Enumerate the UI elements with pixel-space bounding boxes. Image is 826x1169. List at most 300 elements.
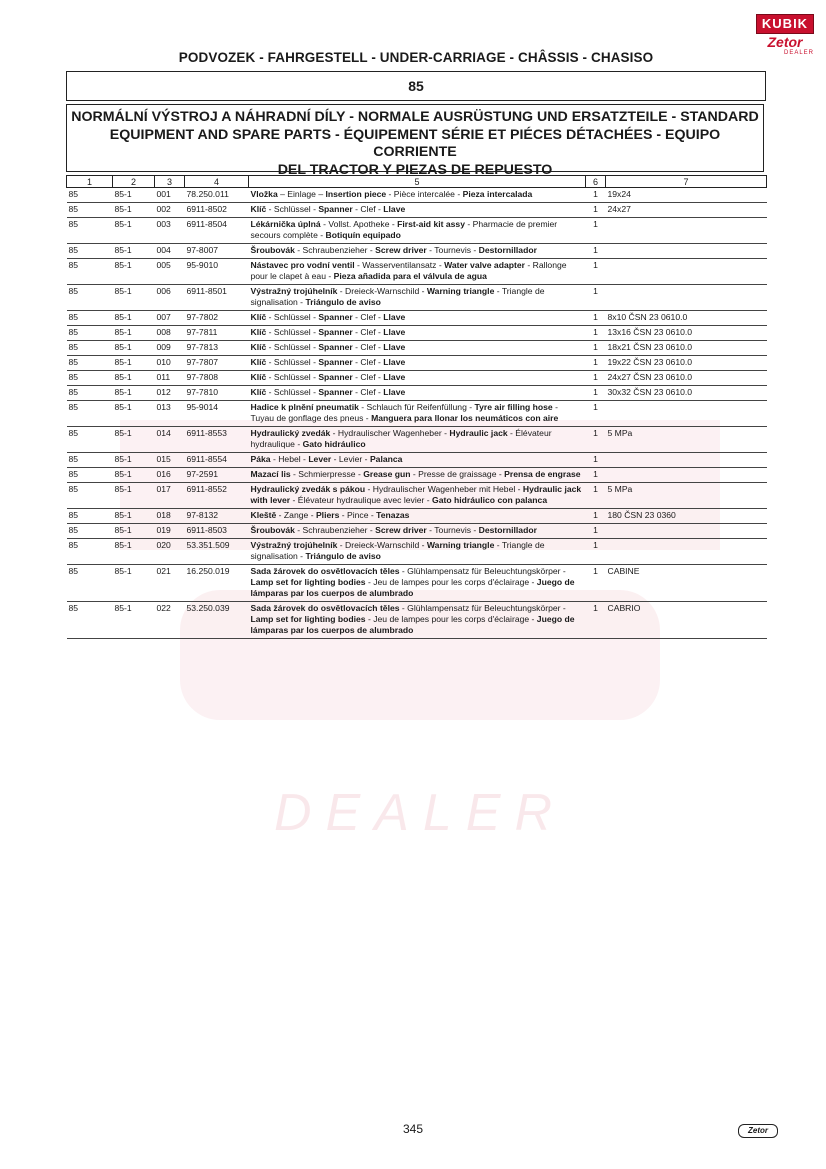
description-segment: - Triangle de signalisation - bbox=[250, 286, 545, 307]
description-segment: Llave bbox=[383, 387, 406, 397]
cell-group: 85 bbox=[67, 203, 113, 218]
section-number: 85 bbox=[66, 71, 766, 101]
cell-part-number: 6911-8504 bbox=[185, 218, 249, 244]
description-segment: - Glühlampensatz für Beleuchtungskörper - bbox=[399, 603, 566, 613]
cell-part-number: 97-7808 bbox=[185, 371, 249, 386]
cell-position: 005 bbox=[155, 259, 185, 285]
cell-note: 5 MPa bbox=[606, 483, 767, 509]
description-segment: Lékárnička úplná bbox=[250, 219, 321, 229]
description-segment: Hydraulic jack with lever bbox=[250, 484, 582, 505]
description-segment: Sada žárovek do osvětlovacích těles bbox=[250, 603, 400, 613]
description-segment: Triángulo de aviso bbox=[305, 551, 381, 561]
column-header: 7 bbox=[606, 176, 767, 188]
cell-quantity: 1 bbox=[586, 341, 606, 356]
description-segment: Hadice k plnění pneumatik bbox=[250, 402, 359, 412]
column-header: 6 bbox=[586, 176, 606, 188]
table-row bbox=[67, 427, 767, 453]
description-segment: Llave bbox=[383, 327, 406, 337]
description-segment: Triángulo de aviso bbox=[305, 297, 381, 307]
logo-dealer: DEALER bbox=[783, 50, 814, 56]
description-segment: Spanner bbox=[318, 327, 353, 337]
description-line: EQUIPMENT AND SPARE PARTS - ÉQUIPEMENT SÉRIE ET PIÉCES DÉTACHÉES - EQUIPO CORRIENTE bbox=[109, 126, 721, 160]
cell-figure: 85-1 bbox=[113, 453, 155, 468]
description-segment: - Hebel - bbox=[270, 454, 309, 464]
description-segment: Destornillador bbox=[478, 525, 537, 535]
parts-table bbox=[66, 175, 767, 639]
description-segment: - Clef - bbox=[352, 387, 384, 397]
table-row bbox=[67, 188, 767, 203]
table-row bbox=[67, 602, 767, 639]
column-header: 2 bbox=[113, 176, 155, 188]
description-segment: Mazací lis bbox=[250, 469, 291, 479]
description-segment: - Jeu de lampes pour les corps d'éclairage - bbox=[365, 577, 537, 587]
cell-quantity: 1 bbox=[586, 311, 606, 326]
cell-description bbox=[249, 203, 586, 218]
cell-position: 002 bbox=[155, 203, 185, 218]
cell-description bbox=[249, 468, 586, 483]
description-segment: Destornillador bbox=[478, 245, 537, 255]
table-row bbox=[67, 539, 767, 565]
cell-position: 015 bbox=[155, 453, 185, 468]
cell-figure: 85-1 bbox=[113, 371, 155, 386]
cell-quantity: 1 bbox=[586, 539, 606, 565]
description-segment: - Clef - bbox=[352, 327, 384, 337]
cell-group: 85 bbox=[67, 483, 113, 509]
description-segment: Water valve adapter bbox=[444, 260, 525, 270]
cell-position: 013 bbox=[155, 401, 185, 427]
logo-brand: KUBIK bbox=[756, 14, 814, 34]
cell-group: 85 bbox=[67, 539, 113, 565]
cell-note: 24x27 bbox=[606, 203, 767, 218]
cell-description bbox=[249, 453, 586, 468]
cell-group: 85 bbox=[67, 371, 113, 386]
description-segment: - Schmierpresse - bbox=[290, 469, 364, 479]
column-header: 4 bbox=[185, 176, 249, 188]
cell-position: 014 bbox=[155, 427, 185, 453]
description-segment: Llave bbox=[383, 312, 406, 322]
cell-position: 011 bbox=[155, 371, 185, 386]
table-row bbox=[67, 311, 767, 326]
description-segment: Lever bbox=[308, 454, 332, 464]
description-segment: Spanner bbox=[318, 387, 353, 397]
cell-note: 180 ČSN 23 0360 bbox=[606, 509, 767, 524]
cell-description bbox=[249, 427, 586, 453]
cell-group: 85 bbox=[67, 188, 113, 203]
cell-quantity: 1 bbox=[586, 509, 606, 524]
description-segment: - Tuyau de gonflage des pneus - bbox=[250, 402, 558, 423]
cell-position: 021 bbox=[155, 565, 185, 602]
description-segment: - Élévateur hydraulique avec levier - bbox=[290, 495, 433, 505]
cell-description bbox=[249, 311, 586, 326]
description-segment: - Schlüssel - bbox=[266, 327, 319, 337]
cell-figure: 85-1 bbox=[113, 565, 155, 602]
description-segment: - Schlüssel - bbox=[266, 204, 319, 214]
cell-group: 85 bbox=[67, 218, 113, 244]
description-segment: Klíč bbox=[250, 342, 267, 352]
cell-position: 010 bbox=[155, 356, 185, 371]
cell-group: 85 bbox=[67, 602, 113, 639]
cell-note: 30x32 ČSN 23 0610.0 bbox=[606, 386, 767, 401]
description-segment: - Triangle de signalisation - bbox=[250, 540, 545, 561]
description-segment: Juego de lámparas par los cuerpos de alumbrado bbox=[250, 614, 575, 635]
cell-quantity: 1 bbox=[586, 218, 606, 244]
description-segment: Palanca bbox=[369, 454, 403, 464]
column-header: 1 bbox=[67, 176, 113, 188]
cell-description bbox=[249, 565, 586, 602]
cell-part-number: 53.351.509 bbox=[185, 539, 249, 565]
description-segment: Pieza añadida para el válvula de agua bbox=[333, 271, 487, 281]
description-segment: - Tournevis - bbox=[426, 525, 479, 535]
cell-group: 85 bbox=[67, 468, 113, 483]
description-line: DEL TRACTOR Y PIEZAS DE REPUESTO bbox=[277, 161, 553, 178]
cell-quantity: 1 bbox=[586, 386, 606, 401]
description-segment: Nástavec pro vodní ventil bbox=[250, 260, 355, 270]
table-row bbox=[67, 468, 767, 483]
cell-figure: 85-1 bbox=[113, 341, 155, 356]
description-segment: Klíč bbox=[250, 387, 267, 397]
table-row bbox=[67, 259, 767, 285]
description-segment: Pieza intercalada bbox=[462, 189, 533, 199]
description-segment: Kleště bbox=[250, 510, 277, 520]
cell-group: 85 bbox=[67, 326, 113, 341]
description-segment: - Clef - bbox=[352, 312, 384, 322]
cell-figure: 85-1 bbox=[113, 326, 155, 341]
cell-figure: 85-1 bbox=[113, 602, 155, 639]
description-segment: - Schraubenzieher - bbox=[294, 245, 376, 255]
cell-figure: 85-1 bbox=[113, 468, 155, 483]
description-segment: Klíč bbox=[250, 327, 267, 337]
description-segment: Llave bbox=[383, 372, 406, 382]
table-row bbox=[67, 565, 767, 602]
cell-description bbox=[249, 341, 586, 356]
cell-description bbox=[249, 259, 586, 285]
description-segment: Tenazas bbox=[376, 510, 410, 520]
description-segment: Spanner bbox=[318, 204, 353, 214]
cell-part-number: 97-7802 bbox=[185, 311, 249, 326]
cell-part-number: 97-7810 bbox=[185, 386, 249, 401]
logo-sub: Zetor bbox=[767, 34, 803, 50]
cell-quantity: 1 bbox=[586, 259, 606, 285]
description-segment: - Pièce intercalée - bbox=[386, 189, 463, 199]
cell-part-number: 97-2591 bbox=[185, 468, 249, 483]
cell-figure: 85-1 bbox=[113, 218, 155, 244]
cell-part-number: 97-7811 bbox=[185, 326, 249, 341]
cell-note bbox=[606, 285, 767, 311]
description-segment: Lamp set for lighting bodies bbox=[250, 614, 366, 624]
description-segment: - Clef - bbox=[352, 204, 384, 214]
zetor-footer-logo: Zetor bbox=[738, 1124, 778, 1138]
page-number: 345 bbox=[402, 1122, 424, 1136]
table-row bbox=[67, 356, 767, 371]
cell-description bbox=[249, 483, 586, 509]
cell-note: 19x22 ČSN 23 0610.0 bbox=[606, 356, 767, 371]
cell-figure: 85-1 bbox=[113, 509, 155, 524]
description-segment: - Wasserventilansatz - bbox=[354, 260, 445, 270]
table-row bbox=[67, 401, 767, 427]
description-segment: - Clef - bbox=[352, 357, 384, 367]
cell-quantity: 1 bbox=[586, 356, 606, 371]
cell-quantity: 1 bbox=[586, 427, 606, 453]
description-segment: Hydraulic jack bbox=[449, 428, 508, 438]
table-row bbox=[67, 203, 767, 218]
cell-position: 018 bbox=[155, 509, 185, 524]
description-segment: Spanner bbox=[318, 342, 353, 352]
description-segment: - Schlüssel - bbox=[266, 312, 319, 322]
cell-figure: 85-1 bbox=[113, 203, 155, 218]
cell-note: 19x24 bbox=[606, 188, 767, 203]
cell-group: 85 bbox=[67, 356, 113, 371]
cell-description bbox=[249, 386, 586, 401]
cell-part-number: 95-9014 bbox=[185, 401, 249, 427]
cell-description bbox=[249, 371, 586, 386]
cell-figure: 85-1 bbox=[113, 386, 155, 401]
cell-position: 022 bbox=[155, 602, 185, 639]
cell-group: 85 bbox=[67, 311, 113, 326]
description-segment: Botiquín equipado bbox=[325, 230, 401, 240]
cell-quantity: 1 bbox=[586, 203, 606, 218]
cell-figure: 85-1 bbox=[113, 524, 155, 539]
column-header: 5 bbox=[249, 176, 586, 188]
cell-figure: 85-1 bbox=[113, 188, 155, 203]
cell-part-number: 6911-8554 bbox=[185, 453, 249, 468]
description-segment: Spanner bbox=[318, 357, 353, 367]
description-segment: - Pharmacie de premier secours complète - bbox=[250, 219, 558, 240]
description-segment: - Schlüssel - bbox=[266, 387, 319, 397]
description-segment: - Schlüssel - bbox=[266, 357, 319, 367]
cell-position: 016 bbox=[155, 468, 185, 483]
cell-position: 001 bbox=[155, 188, 185, 203]
watermark-text: DEALER bbox=[273, 784, 567, 840]
section-description bbox=[66, 104, 764, 178]
description-segment: Warning triangle bbox=[426, 540, 495, 550]
table-row bbox=[67, 453, 767, 468]
cell-position: 006 bbox=[155, 285, 185, 311]
cell-part-number: 53.250.039 bbox=[185, 602, 249, 639]
cell-description bbox=[249, 356, 586, 371]
cell-position: 017 bbox=[155, 483, 185, 509]
cell-quantity: 1 bbox=[586, 602, 606, 639]
description-segment: Klíč bbox=[250, 204, 267, 214]
description-segment: Llave bbox=[383, 357, 406, 367]
cell-description bbox=[249, 602, 586, 639]
description-segment: - Vollst. Apotheke - bbox=[320, 219, 398, 229]
description-segment: Warning triangle bbox=[426, 286, 495, 296]
table-header-row bbox=[67, 176, 767, 188]
cell-figure: 85-1 bbox=[113, 259, 155, 285]
description-segment: Pliers bbox=[315, 510, 340, 520]
description-segment: Šroubovák bbox=[250, 525, 295, 535]
cell-figure: 85-1 bbox=[113, 285, 155, 311]
cell-description bbox=[249, 285, 586, 311]
cell-part-number: 16.250.019 bbox=[185, 565, 249, 602]
description-segment: Screw driver bbox=[375, 245, 427, 255]
cell-part-number: 78.250.011 bbox=[185, 188, 249, 203]
cell-quantity: 1 bbox=[586, 401, 606, 427]
description-segment: Llave bbox=[383, 342, 406, 352]
description-segment: - Schlauch für Reifenfüllung - bbox=[358, 402, 475, 412]
cell-quantity: 1 bbox=[586, 326, 606, 341]
description-segment: Lamp set for lighting bodies bbox=[250, 577, 366, 587]
description-segment: - Dreieck-Warnschild - bbox=[337, 286, 427, 296]
description-segment: - Élévateur hydraulique - bbox=[250, 428, 552, 449]
cell-note: CABINE bbox=[606, 565, 767, 602]
cell-note bbox=[606, 401, 767, 427]
description-segment: - Schraubenzieher - bbox=[294, 525, 376, 535]
cell-group: 85 bbox=[67, 427, 113, 453]
cell-note bbox=[606, 539, 767, 565]
page-title: PODVOZEK - FAHRGESTELL - UNDER-CARRIAGE - CHÂSSIS - CHASISO bbox=[178, 50, 654, 65]
cell-description bbox=[249, 326, 586, 341]
description-segment: Gato hidráulico bbox=[302, 439, 366, 449]
description-segment: Juego de lámparas par los cuerpos de alumbrado bbox=[250, 577, 575, 598]
cell-part-number: 97-7807 bbox=[185, 356, 249, 371]
description-segment: Klíč bbox=[250, 372, 267, 382]
description-segment: - Zange - bbox=[276, 510, 316, 520]
cell-quantity: 1 bbox=[586, 565, 606, 602]
cell-position: 007 bbox=[155, 311, 185, 326]
cell-group: 85 bbox=[67, 524, 113, 539]
cell-part-number: 6911-8501 bbox=[185, 285, 249, 311]
cell-description bbox=[249, 188, 586, 203]
cell-note: 8x10 ČSN 23 0610.0 bbox=[606, 311, 767, 326]
table-row bbox=[67, 285, 767, 311]
description-segment: - Schlüssel - bbox=[266, 372, 319, 382]
cell-position: 003 bbox=[155, 218, 185, 244]
description-segment: Hydraulický zvedák s pákou bbox=[250, 484, 366, 494]
cell-quantity: 1 bbox=[586, 188, 606, 203]
cell-group: 85 bbox=[67, 285, 113, 311]
cell-description bbox=[249, 509, 586, 524]
cell-figure: 85-1 bbox=[113, 427, 155, 453]
description-segment: - Levier - bbox=[331, 454, 370, 464]
cell-group: 85 bbox=[67, 453, 113, 468]
description-segment: Klíč bbox=[250, 357, 267, 367]
cell-part-number: 6911-8503 bbox=[185, 524, 249, 539]
cell-part-number: 97-8132 bbox=[185, 509, 249, 524]
cell-part-number: 6911-8552 bbox=[185, 483, 249, 509]
description-segment: Llave bbox=[383, 204, 406, 214]
description-segment: - Schlüssel - bbox=[266, 342, 319, 352]
cell-position: 004 bbox=[155, 244, 185, 259]
cell-part-number: 95-9010 bbox=[185, 259, 249, 285]
table-row bbox=[67, 509, 767, 524]
table-row bbox=[67, 326, 767, 341]
cell-position: 019 bbox=[155, 524, 185, 539]
cell-note: 18x21 ČSN 23 0610.0 bbox=[606, 341, 767, 356]
cell-position: 020 bbox=[155, 539, 185, 565]
cell-description bbox=[249, 401, 586, 427]
cell-position: 012 bbox=[155, 386, 185, 401]
cell-note bbox=[606, 453, 767, 468]
cell-quantity: 1 bbox=[586, 285, 606, 311]
description-segment: Screw driver bbox=[375, 525, 427, 535]
description-segment: - Glühlampensatz für Beleuchtungskörper - bbox=[399, 566, 566, 576]
description-segment: First-aid kit assy bbox=[397, 219, 465, 229]
cell-position: 009 bbox=[155, 341, 185, 356]
table-row bbox=[67, 371, 767, 386]
cell-quantity: 1 bbox=[586, 453, 606, 468]
column-header: 3 bbox=[155, 176, 185, 188]
cell-position: 008 bbox=[155, 326, 185, 341]
table-row bbox=[67, 386, 767, 401]
description-segment: Páka bbox=[250, 454, 271, 464]
cell-figure: 85-1 bbox=[113, 539, 155, 565]
cell-group: 85 bbox=[67, 565, 113, 602]
cell-group: 85 bbox=[67, 509, 113, 524]
cell-figure: 85-1 bbox=[113, 483, 155, 509]
description-segment: Insertion piece bbox=[325, 189, 387, 199]
cell-description bbox=[249, 524, 586, 539]
description-line: NORMÁLNÍ VÝSTROJ A NÁHRADNÍ DÍLY - NORMALE AUSRÜSTUNG UND ERSATZTEILE - STANDARD bbox=[71, 109, 759, 125]
description-segment: Prensa de engrase bbox=[504, 469, 581, 479]
cell-note bbox=[606, 259, 767, 285]
cell-quantity: 1 bbox=[586, 244, 606, 259]
table-row bbox=[67, 244, 767, 259]
description-segment: - Clef - bbox=[352, 342, 384, 352]
cell-group: 85 bbox=[67, 401, 113, 427]
cell-figure: 85-1 bbox=[113, 401, 155, 427]
description-segment: Grease gun bbox=[363, 469, 411, 479]
description-segment: Výstražný trojúhelník bbox=[250, 540, 338, 550]
cell-description bbox=[249, 244, 586, 259]
description-segment: Výstražný trojúhelník bbox=[250, 286, 338, 296]
table-row bbox=[67, 524, 767, 539]
description-segment: Sada žárovek do osvětlovacích těles bbox=[250, 566, 400, 576]
cell-part-number: 97-7813 bbox=[185, 341, 249, 356]
description-segment: Spanner bbox=[318, 312, 353, 322]
cell-group: 85 bbox=[67, 244, 113, 259]
description-segment: Šroubovák bbox=[250, 245, 295, 255]
cell-description bbox=[249, 218, 586, 244]
description-segment: - Dreieck-Warnschild - bbox=[337, 540, 427, 550]
cell-note: 5 MPa bbox=[606, 427, 767, 453]
cell-part-number: 6911-8502 bbox=[185, 203, 249, 218]
table-row bbox=[67, 483, 767, 509]
description-segment: Spanner bbox=[318, 372, 353, 382]
description-segment: - Tournevis - bbox=[426, 245, 479, 255]
cell-quantity: 1 bbox=[586, 371, 606, 386]
description-segment: - Presse de graissage - bbox=[410, 469, 505, 479]
description-segment: - Pince - bbox=[339, 510, 377, 520]
description-segment: – Einlage – bbox=[277, 189, 326, 199]
cell-group: 85 bbox=[67, 386, 113, 401]
cell-note: CABRIO bbox=[606, 602, 767, 639]
description-segment: Hydraulický zvedák bbox=[250, 428, 331, 438]
description-segment: Manguera para llonar los neumáticos con aire bbox=[371, 413, 559, 423]
cell-figure: 85-1 bbox=[113, 311, 155, 326]
cell-quantity: 1 bbox=[586, 524, 606, 539]
cell-quantity: 1 bbox=[586, 468, 606, 483]
description-segment: Gato hidráulico con palanca bbox=[432, 495, 548, 505]
cell-group: 85 bbox=[67, 259, 113, 285]
cell-figure: 85-1 bbox=[113, 244, 155, 259]
cell-quantity: 1 bbox=[586, 483, 606, 509]
cell-note: 13x16 ČSN 23 0610.0 bbox=[606, 326, 767, 341]
cell-part-number: 6911-8553 bbox=[185, 427, 249, 453]
table-row bbox=[67, 218, 767, 244]
cell-note bbox=[606, 468, 767, 483]
cell-group: 85 bbox=[67, 341, 113, 356]
description-segment: Tyre air filling hose bbox=[474, 402, 553, 412]
description-segment: - Rallonge pour le clapet à eau - bbox=[250, 260, 567, 281]
description-segment: - Jeu de lampes pour les corps d'éclairage - bbox=[365, 614, 537, 624]
cell-note bbox=[606, 524, 767, 539]
cell-note: 24x27 ČSN 23 0610.0 bbox=[606, 371, 767, 386]
description-segment: - Clef - bbox=[352, 372, 384, 382]
description-segment: Klíč bbox=[250, 312, 267, 322]
cell-figure: 85-1 bbox=[113, 356, 155, 371]
cell-note bbox=[606, 244, 767, 259]
